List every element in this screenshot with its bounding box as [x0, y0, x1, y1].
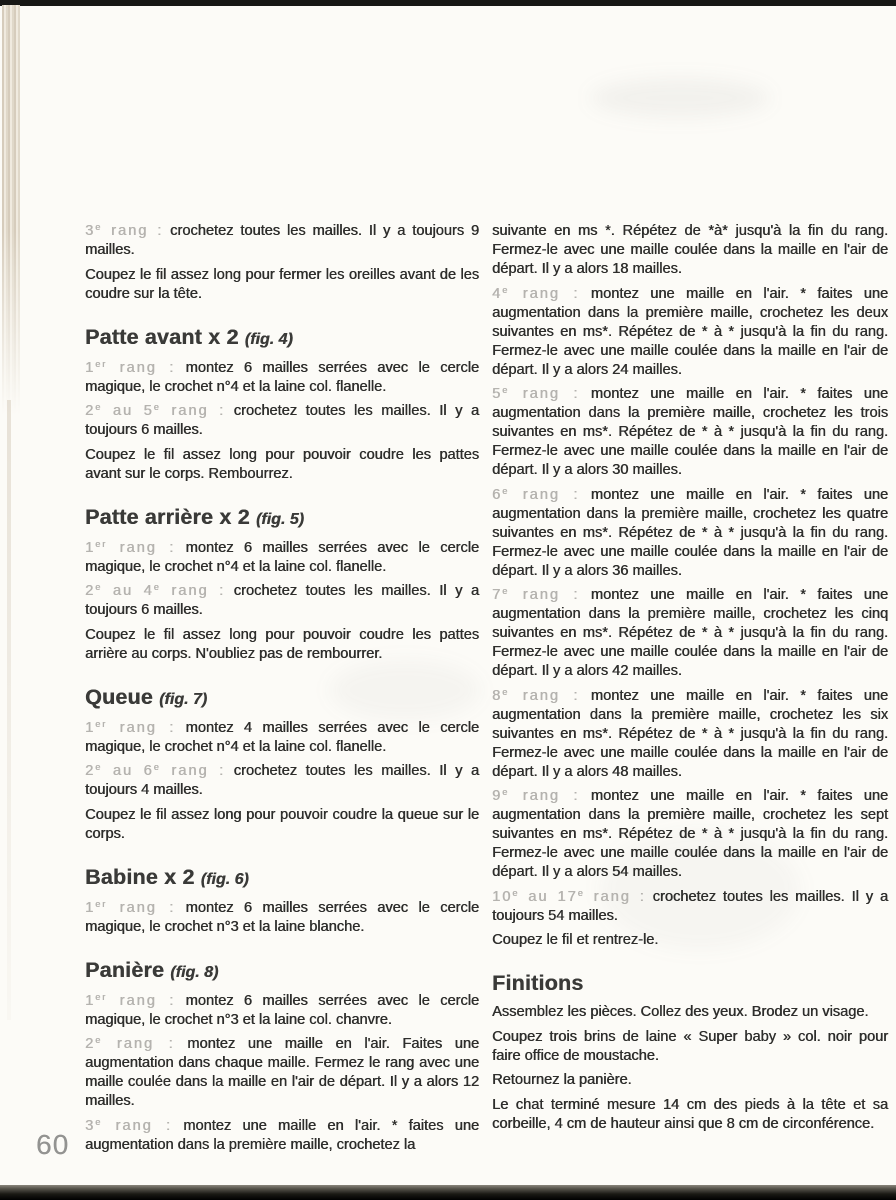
figure-reference: (fig. 8)	[170, 963, 219, 981]
paragraph: 7e rang : montez une maille en l'air. * faites une augmentation dans la première maille, crochetez les cinq suivantes en ms*. Répétez de * à * jusqu'à la fin du rang. Fermez-le avec une maille coulée dans la maille en l'air de départ. Il y a alors 42 mailles.	[492, 586, 889, 679]
text-column-left	[85, 222, 479, 1160]
paragraph: 2e rang : montez une maille en l'air. Faites une augmentation dans chaque maille. Fermez le rang avec une maille coulée dans la maille en l'air de départ. Il y a alors 12 mailles.	[85, 1035, 480, 1109]
figure-reference: (fig. 5)	[255, 510, 304, 528]
section-heading	[492, 971, 888, 996]
paragraph: Coupez trois brins de laine « Super baby » col. noir pour faire office de moustache.	[492, 1028, 888, 1064]
paragraph: Coupez le fil assez long pour pouvoir coudre les pattes arrière au corps. N'oubliez pas de rembourrer.	[85, 626, 479, 662]
rang-label: 8e rang :	[492, 686, 580, 704]
figure-reference: (fig. 4)	[244, 330, 293, 348]
section-title: Babine x 2	[85, 864, 195, 889]
rang-label: 6e rang :	[492, 485, 580, 503]
section-title: Panière	[85, 957, 165, 982]
paragraph: 2e au 5e rang : crochetez toutes les mailles. Il y a toujours 6 mailles.	[85, 402, 479, 438]
paragraph: 4e rang : montez une maille en l'air. * faites une augmentation dans la première maille, crochetez les deux suivantes en ms*. Répétez de * à * jusqu'à la fin du rang. Fermez-le avec une maille coulée dans la maille en l'air de départ. Il y a alors 24 mailles.	[492, 284, 889, 378]
page-number: 60	[36, 1129, 70, 1160]
rang-label: 3e rang :	[85, 222, 164, 239]
book-spine-shadow	[7, 400, 11, 1020]
section-title: Finitions	[492, 971, 584, 995]
paragraph: 1er rang : montez 6 mailles serrées avec le cercle magique, le crochet n°3 et la laine col. chanvre.	[85, 991, 480, 1028]
section-heading	[85, 325, 479, 352]
figure-reference: (fig. 6)	[200, 870, 249, 888]
rang-label: 5e rang :	[492, 385, 580, 402]
rang-label: 3e rang :	[85, 1116, 172, 1134]
rang-label: 2e au 5e rang :	[85, 402, 226, 419]
paragraph: Coupez le fil et rentrez-le.	[492, 932, 659, 948]
rang-label: 2e rang :	[85, 1035, 175, 1052]
paragraph: 6e rang : montez une maille en l'air. * faites une augmentation dans la première maille, crochetez les quatre suivantes en ms*. Répétez de * à * jusqu'à la fin du rang. Fermez-le avec une maille coulée dans la maille en l'air de départ. Il y a alors 36 mailles.	[492, 485, 889, 579]
book-spine-binding	[2, 5, 20, 415]
paragraph: Le chat terminé mesure 14 cm des pieds à la tête et sa corbeille, 4 cm de hauteur ainsi que 8 cm de circonférence.	[492, 1096, 888, 1132]
rang-label: 7e rang :	[492, 586, 580, 603]
rang-label: 4e rang :	[492, 284, 580, 302]
scan-edge-bottom	[0, 1185, 896, 1200]
scan-edge-top	[0, 0, 896, 6]
print-showthrough	[590, 78, 770, 118]
paragraph: 3e rang : montez une maille en l'air. * faites une augmentation dans la première maille, crochetez la	[85, 1116, 479, 1153]
paragraph: suivante en ms *. Répétez de *à* jusqu'à la fin du rang. Fermez-le avec une maille coulée dans la maille en l'air de départ. Il y a alors 18 mailles.	[492, 223, 888, 277]
section-heading	[85, 958, 479, 985]
paragraph: 10e au 17e rang : crochetez toutes les mailles. Il y a toujours 54 mailles.	[492, 887, 888, 924]
paragraph: Retournez la panière.	[492, 1072, 632, 1088]
section-heading	[85, 865, 479, 892]
paragraph: 8e rang : montez une maille en l'air. * faites une augmentation dans la première maille, crochetez les six suivantes en ms*. Répétez de * à * jusqu'à la fin du rang. Fermez-le avec une maille coulée dans la maille en l'air de départ. Il y a alors 48 mailles.	[492, 686, 889, 780]
rang-label: 2e au 6e rang :	[85, 762, 226, 779]
rang-label: 9e rang :	[492, 787, 580, 804]
rang-label: 10e au 17e rang :	[492, 887, 646, 905]
section-title: Queue	[85, 684, 153, 709]
paragraph: 3e rang : crochetez toutes les mailles. Il y a toujours 9 mailles.	[85, 222, 479, 258]
section-heading	[85, 505, 479, 532]
paragraph: Coupez le fil assez long pour fermer les oreilles avant de les coudre sur la tête.	[85, 266, 479, 302]
paragraph: 2e au 4e rang : crochetez toutes les mailles. Il y a toujours 6 mailles.	[85, 582, 479, 618]
rang-label: 1er rang :	[85, 358, 176, 376]
paragraph: Assemblez les pièces. Collez des yeux. Brodez un visage.	[492, 1004, 869, 1020]
section-title: Patte arrière x 2	[85, 504, 250, 529]
paragraph: 1er rang : montez 6 mailles serrées avec le cercle magique, le crochet n°4 et la laine col. flanelle.	[85, 538, 480, 575]
text-column-right	[492, 222, 888, 1139]
section-heading	[85, 685, 479, 712]
paragraph: 1er rang : montez 4 mailles serrées avec le cercle magique, le crochet n°4 et la laine col. flanelle.	[85, 718, 480, 755]
rang-label: 1er rang :	[85, 991, 176, 1009]
figure-reference: (fig. 7)	[159, 690, 208, 708]
paragraph: 2e au 6e rang : crochetez toutes les mailles. Il y a toujours 4 mailles.	[85, 762, 479, 798]
rang-label: 1er rang :	[85, 538, 176, 556]
section-title: Patte avant x 2	[85, 324, 239, 349]
paragraph: Coupez le fil assez long pour pouvoir coudre la queue sur le corps.	[85, 806, 479, 842]
rang-label: 2e au 4e rang :	[85, 582, 226, 599]
paragraph: 1er rang : montez 6 mailles serrées avec le cercle magique, le crochet n°4 et la laine col. flanelle.	[85, 358, 480, 395]
paragraph: 1er rang : montez 6 mailles serrées avec le cercle magique, le crochet n°3 et la laine blanche.	[85, 898, 480, 935]
paragraph: 5e rang : montez une maille en l'air. * faites une augmentation dans la première maille, crochetez les trois suivantes en ms*. Répétez de * à * jusqu'à la fin du rang. Fermez-le avec une maille coulée dans la maille en l'air de départ. Il y a alors 30 mailles.	[492, 385, 889, 478]
rang-label: 1er rang :	[85, 718, 176, 736]
rang-label: 1er rang :	[85, 898, 176, 916]
paragraph: Coupez le fil assez long pour pouvoir coudre les pattes avant sur le corps. Rembourrez.	[85, 446, 479, 482]
paragraph: 9e rang : montez une maille en l'air. * faites une augmentation dans la première maille, crochetez les sept suivantes en ms*. Répétez de * à * jusqu'à la fin du rang. Fermez-le avec une maille coulée dans la maille en l'air de départ. Il y a alors 54 mailles.	[492, 787, 889, 880]
